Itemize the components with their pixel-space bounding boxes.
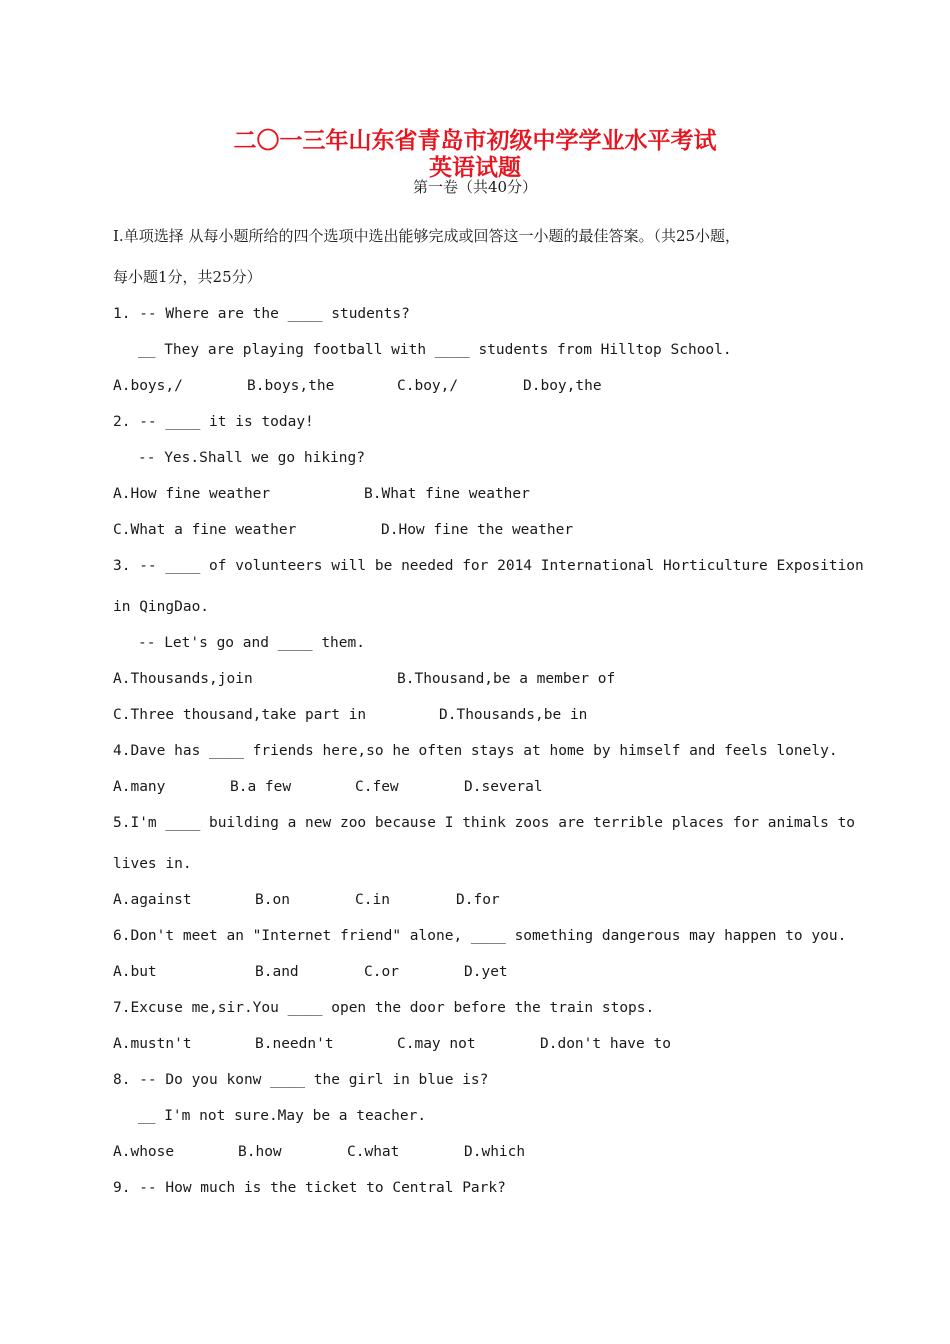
option-c: C.may not — [397, 1036, 476, 1052]
option-c: C.or — [364, 964, 399, 980]
exam-title: 二〇一三年山东省青岛市初级中学学业水平考试 — [233, 127, 717, 154]
option-b: B.What fine weather — [364, 486, 530, 502]
question-stem: lives in. — [113, 856, 192, 872]
option-d: D.Thousands,be in — [439, 707, 588, 723]
option-d: D.boy,the — [523, 378, 602, 394]
instructions-line: I.单项选择 从每小题所给的四个选项中选出能够完成或回答这一小题的最佳答案。（共25小题， — [113, 227, 741, 245]
option-a: A.whose — [113, 1144, 175, 1160]
question-stem: 6.Don't meet an "Internet friend" alone, ____ something dangerous may happen to you. — [113, 928, 847, 944]
option-b: B.on — [255, 892, 290, 908]
question-stem: in QingDao. — [113, 599, 210, 615]
question-stem: __ They are playing football with ____ students from Hilltop School. — [138, 342, 732, 358]
option-d: D.for — [456, 892, 500, 908]
option-b: B.Thousand,be a member of — [397, 671, 616, 687]
option-d: D.several — [464, 779, 543, 795]
option-d: D.which — [464, 1144, 526, 1160]
option-a: A.mustn't — [113, 1036, 192, 1052]
option-d: D.How fine the weather — [381, 522, 574, 538]
option-c: C.few — [355, 779, 399, 795]
question-stem: -- Let's go and ____ them. — [138, 635, 365, 651]
question-stem: 9. -- How much is the ticket to Central Park? — [113, 1180, 506, 1196]
question-stem: 3. -- ____ of volunteers will be needed for 2014 International Horticulture Exposition — [113, 558, 864, 574]
option-a: A.many — [113, 779, 166, 795]
question-stem: 2. -- ____ it is today! — [113, 414, 314, 430]
option-b: B.and — [255, 964, 299, 980]
exam-subject: 英语试题 — [429, 154, 521, 181]
question-stem: __ I'm not sure.May be a teacher. — [138, 1108, 427, 1124]
option-a: A.against — [113, 892, 192, 908]
option-a: A.Thousands,join — [113, 671, 253, 687]
option-b: B.needn't — [255, 1036, 334, 1052]
question-stem: 1. -- Where are the ____ students? — [113, 306, 410, 322]
question-stem: -- Yes.Shall we go hiking? — [138, 450, 365, 466]
option-c: C.Three thousand,take part in — [113, 707, 367, 723]
instructions-line: 每小题1分，共25分） — [113, 268, 262, 286]
option-d: D.yet — [464, 964, 508, 980]
option-b: B.a few — [230, 779, 292, 795]
option-a: A.but — [113, 964, 157, 980]
option-b: B.how — [238, 1144, 282, 1160]
option-b: B.boys,the — [247, 378, 335, 394]
option-d: D.don't have to — [540, 1036, 671, 1052]
option-c: C.what — [347, 1144, 400, 1160]
option-c: C.What a fine weather — [113, 522, 297, 538]
option-a: A.boys,/ — [113, 378, 183, 394]
question-stem: 8. -- Do you konw ____ the girl in blue is? — [113, 1072, 489, 1088]
question-stem: 7.Excuse me,sir.You ____ open the door before the train stops. — [113, 1000, 655, 1016]
question-stem: 5.I'm ____ building a new zoo because I think zoos are terrible places for animals to — [113, 815, 856, 831]
question-stem: 4.Dave has ____ friends here,so he often stays at home by himself and feels lonely. — [113, 743, 838, 759]
option-c: C.boy,/ — [397, 378, 459, 394]
section-label: 第一卷（共40分） — [412, 178, 538, 196]
option-c: C.in — [355, 892, 390, 908]
option-a: A.How fine weather — [113, 486, 271, 502]
